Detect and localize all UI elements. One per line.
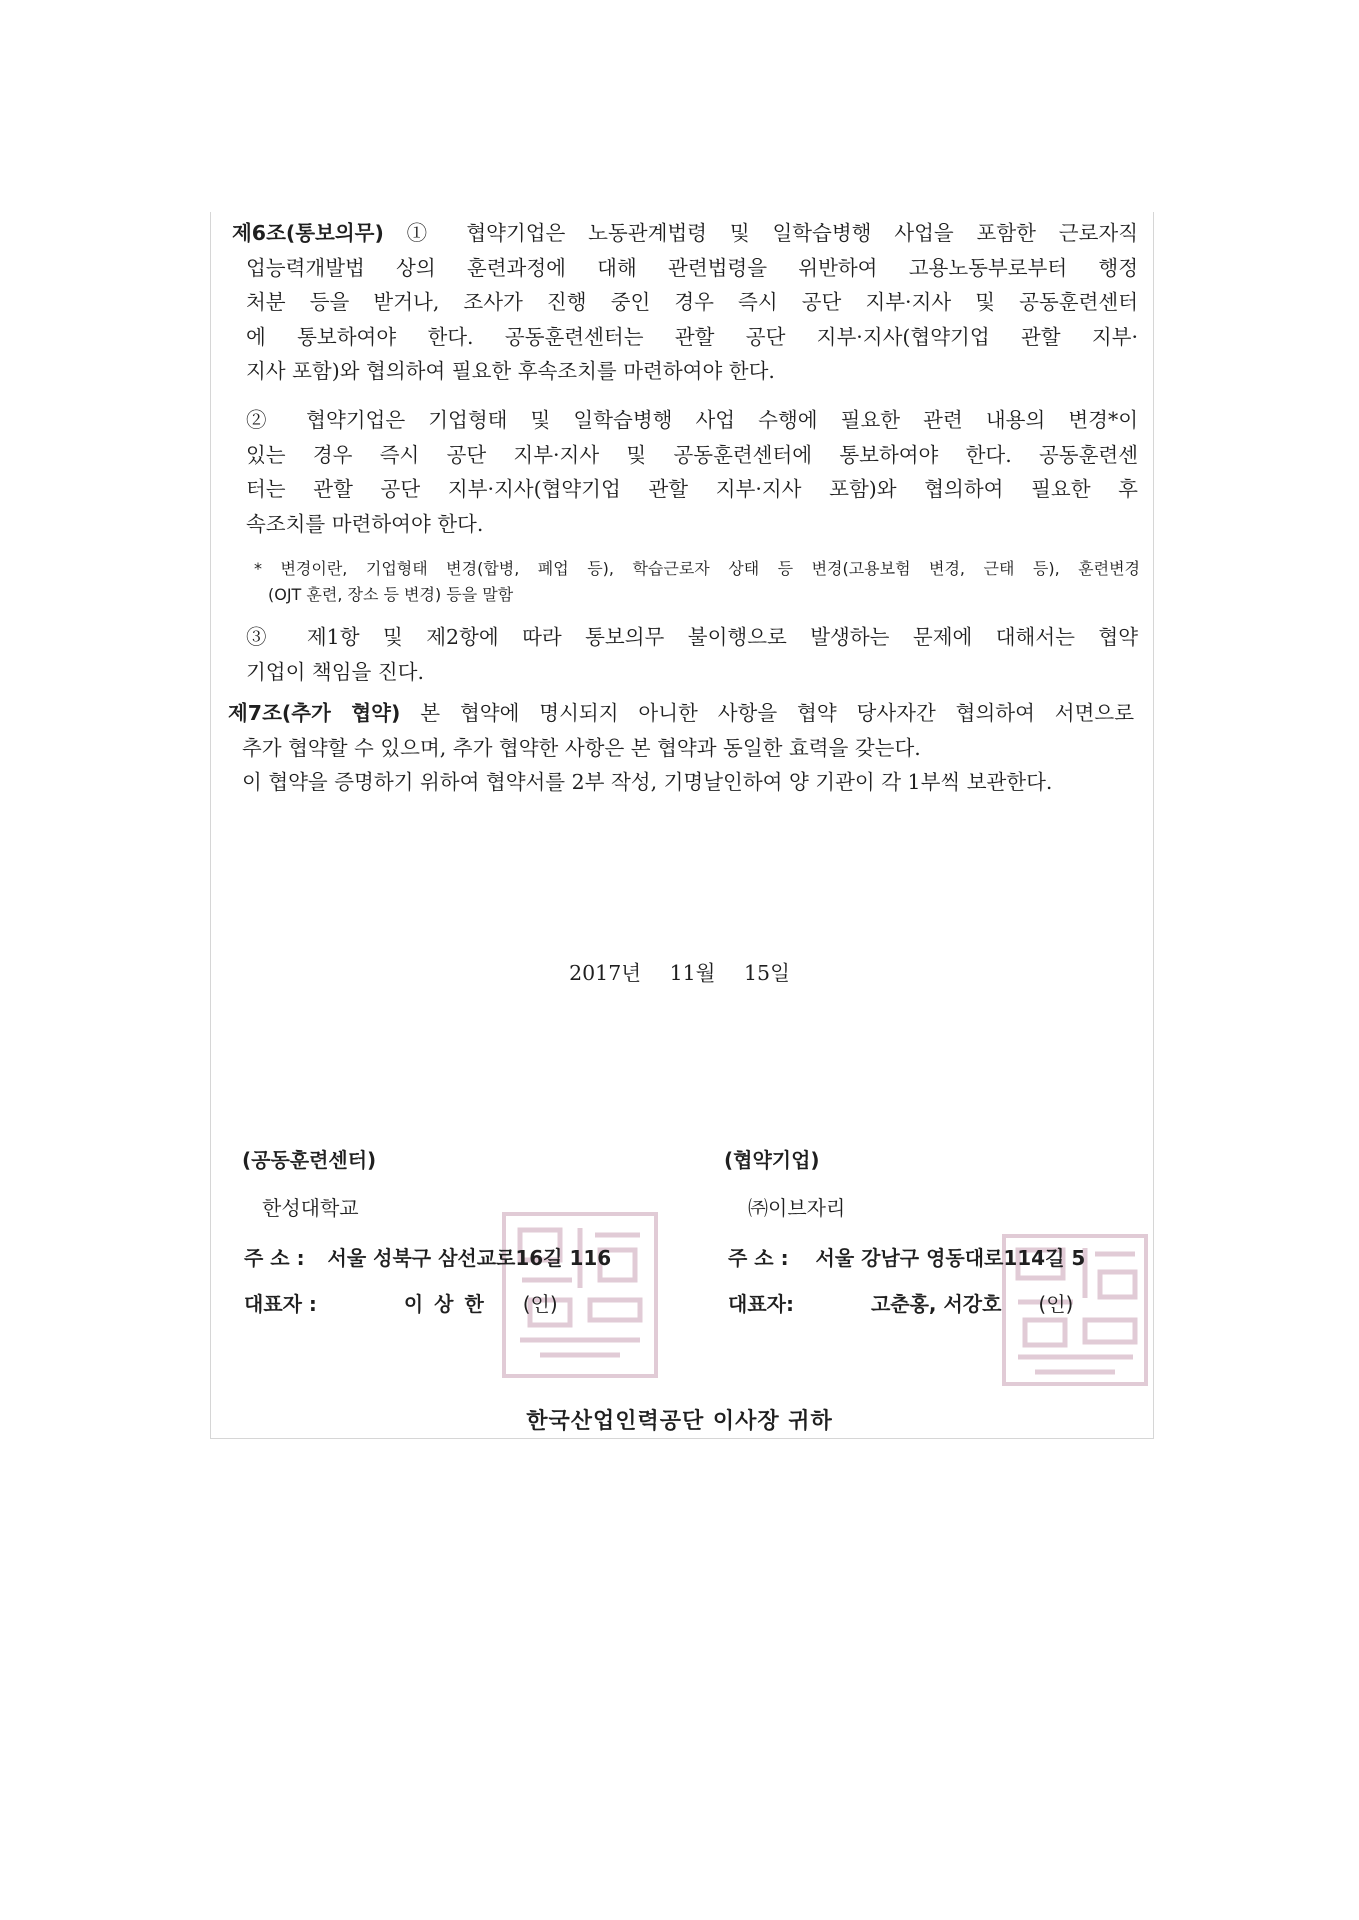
address-label: 주 소 : [728, 1246, 789, 1270]
date-month-unit: 월 [695, 961, 716, 985]
text-line: 업능력개발법 상의 훈련과정에 대해 관련법령을 위반하여 고용노동부로부터 행정 [246, 255, 1138, 280]
company-address-row [728, 1242, 1085, 1271]
text-line: ② 협약기업은 기업형태 및 일학습병행 사업 수행에 필요한 관련 내용의 변경*이 [246, 408, 1138, 432]
text-line: 지사 포함)와 협의하여 필요한 후속조치를 마련하여야 한다. [246, 359, 775, 383]
center-representative-row [244, 1288, 558, 1317]
company-representative-row [728, 1288, 1073, 1317]
center-representative: 이 상 한 [403, 1292, 486, 1316]
text-line: 추가 협약할 수 있으며, 추가 협약한 사항은 본 협약과 동일한 효력을 갖는다. [242, 735, 921, 760]
company-name: ㈜이브자리 [748, 1196, 846, 1220]
center-heading: (공동훈련센터) [242, 1148, 377, 1172]
address-label: 주 소 : [244, 1246, 305, 1270]
company-heading: (협약기업) [724, 1148, 820, 1172]
article-6-paragraph-3 [232, 620, 1138, 689]
text-line: 본 협약에 명시되지 아니한 사항을 협약 당사자간 협의하여 서면으로 [400, 701, 1134, 725]
representative-label: 대표자: [728, 1292, 794, 1316]
seal-mark: (인) [1038, 1292, 1074, 1316]
text-line: 속조치를 마련하여야 한다. [246, 511, 484, 536]
date-year-unit: 년 [621, 961, 642, 985]
article-6-heading: 제6조(통보의무) [232, 221, 384, 245]
text-line: ① 협약기업은 노동관계법령 및 일학습병행 사업을 포함한 근로자직 [406, 221, 1138, 245]
footnote-line: (OJT 훈련, 장소 등 변경) 등을 말함 [268, 585, 514, 604]
center-name: 한성대학교 [262, 1196, 359, 1220]
company-representative: 고춘홍, 서강호 [870, 1292, 1002, 1316]
signing-date [0, 956, 1359, 986]
text-line: 터는 관할 공단 지부·지사(협약기업 관할 지부·지사 포함)와 협의하여 필요한 후 [246, 477, 1138, 501]
center-address: 서울 성북구 삼선교로16길 116 [327, 1246, 612, 1270]
date-year: 2017 [569, 961, 622, 985]
text-line: 처분 등을 받거나, 조사가 진행 중인 경우 즉시 공단 지부·지사 및 공동훈련센터 [246, 290, 1138, 314]
representative-label: 대표자 : [244, 1292, 317, 1316]
date-month: 11 [669, 961, 696, 985]
article-6-paragraph-2 [232, 403, 1138, 541]
date-day: 15 [744, 961, 771, 985]
date-day-unit: 일 [770, 961, 790, 985]
closing-statement: 이 협약을 증명하기 위하여 협약서를 2부 작성, 기명날인하여 양 기관이 각 1부씩 보관한다. [242, 770, 1053, 794]
text-line: 에 통보하여야 한다. 공동훈련센터는 관할 공단 지부·지사(협약기업 관할 지부· [246, 324, 1138, 349]
change-footnote [254, 556, 1140, 608]
center-address-row [244, 1242, 611, 1271]
text-line: 기업이 책임을 진다. [246, 659, 424, 684]
footnote-line: * 변경이란, 기업형태 변경(합병, 폐업 등), 학습근로자 상태 등 변경(고용보험 변경, 근태 등), 훈련변경 [254, 559, 1140, 578]
article-6-paragraph-1 [232, 216, 1138, 389]
article-7-heading: 제7조(추가 협약) [228, 701, 401, 725]
seal-mark: (인) [522, 1292, 558, 1316]
text-line: 있는 경우 즉시 공단 지부·지사 및 공동훈련센터에 통보하여야 한다. 공동훈련센 [246, 442, 1138, 467]
text-line: ③ 제1항 및 제2항에 따라 통보의무 불이행으로 발생하는 문제에 대해서는 협약 [246, 625, 1138, 649]
addressee-line: 한국산업인력공단 이사장 귀하 [526, 1409, 833, 1434]
company-address: 서울 강남구 영동대로114길 5 [815, 1246, 1086, 1270]
article-7 [228, 696, 1134, 800]
